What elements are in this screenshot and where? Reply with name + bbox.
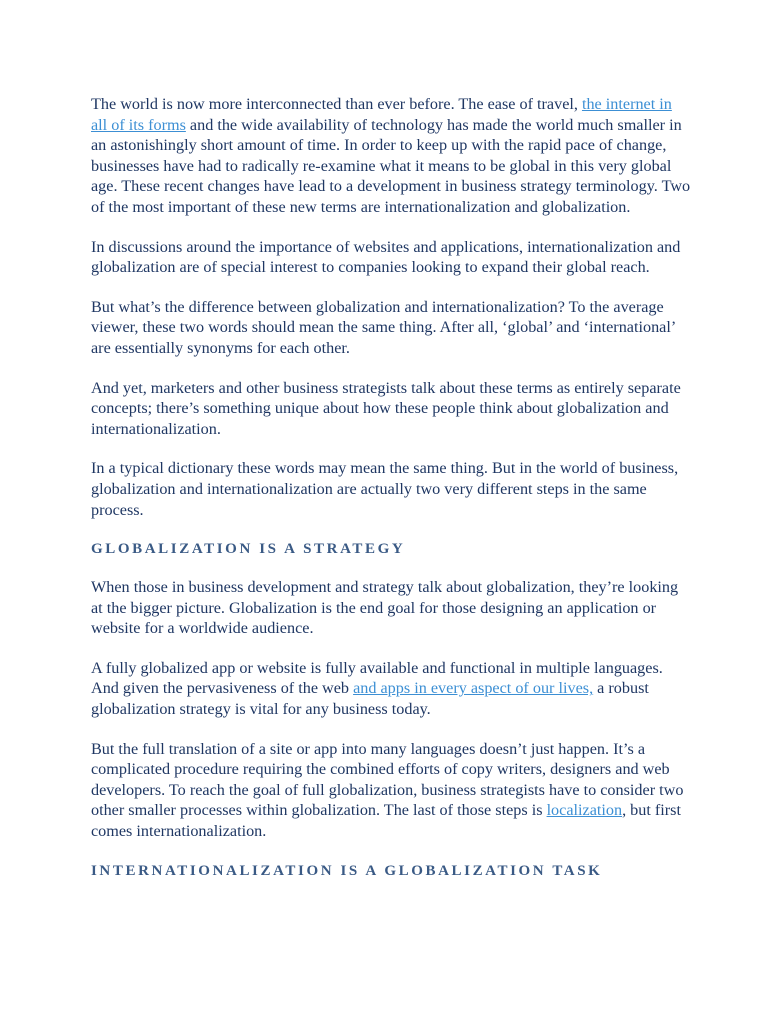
paragraph-discussions: In discussions around the importance of websites and applications, internationalization and globalization are of special interest to companies looking to expand their global reach. bbox=[91, 237, 681, 277]
paragraph-intro-text-1: The world is now more interconnected than ever before. The ease of travel, bbox=[91, 95, 582, 113]
paragraph-intro-text-2: and the wide availability of technology has made the world much smaller in an astonishingly short amount of time. In order to keep up with the rapid pace of change, businesses have had to radically re-examine what it means to be global in this very global age. These recent changes have lead to a development in business strategy terminology. Two of the most important of these new terms are internationalization and globalization. bbox=[91, 115, 691, 216]
link-apps-every-aspect[interactable]: and apps in every aspect of our lives, bbox=[353, 679, 594, 698]
heading-internationalization-task: INTERNATIONALIZATION IS A GLOBALIZATION TASK bbox=[91, 862, 603, 879]
paragraph-fully-globalized-text-1: A fully globalized app or website is fully available and functional in multiple languages. And given the pervasiveness of the web bbox=[91, 658, 663, 698]
heading-globalization-strategy: GLOBALIZATION IS A STRATEGY bbox=[91, 541, 406, 558]
link-internet-forms[interactable]: the internet in all of its forms bbox=[91, 95, 672, 134]
paragraph-fully-globalized bbox=[91, 658, 691, 720]
paragraph-full-translation bbox=[91, 739, 691, 842]
paragraph-bigger-picture: When those in business development and strategy talk about globalization, they’re looking at the bigger picture. Globalization is the end goal for those designing an application or website for a worldwide audience. bbox=[91, 578, 679, 638]
paragraph-full-translation-text-2: , but first comes internationalization. bbox=[91, 801, 681, 841]
paragraph-difference: But what’s the difference between globalization and internationalization? To the average viewer, these two words should mean the same thing. After all, ‘global’ and ‘international’ are essentially synonyms for each other. bbox=[91, 297, 676, 357]
paragraph-marketers: And yet, marketers and other business strategists talk about these terms as entirely separate concepts; there’s something unique about how these people think about globalization and internationalization. bbox=[91, 378, 681, 438]
paragraph-intro bbox=[91, 94, 691, 218]
paragraph-dictionary: In a typical dictionary these words may mean the same thing. But in the world of business, globalization and internationalization are actually two very different steps in the same process. bbox=[91, 459, 679, 519]
link-localization[interactable]: localization bbox=[546, 801, 623, 820]
paragraph-full-translation-text-1: But the full translation of a site or app into many languages doesn’t just happen. It’s a complicated procedure requiring the combined efforts of copy writers, designers and web developers. To reach the goal of full globalization, business strategists have to consider two other smaller processes within globalization. The last of those steps is bbox=[91, 739, 684, 820]
document-body bbox=[91, 94, 691, 899]
paragraph-fully-globalized-text-2: a robust globalization strategy is vital for any business today. bbox=[91, 679, 649, 719]
